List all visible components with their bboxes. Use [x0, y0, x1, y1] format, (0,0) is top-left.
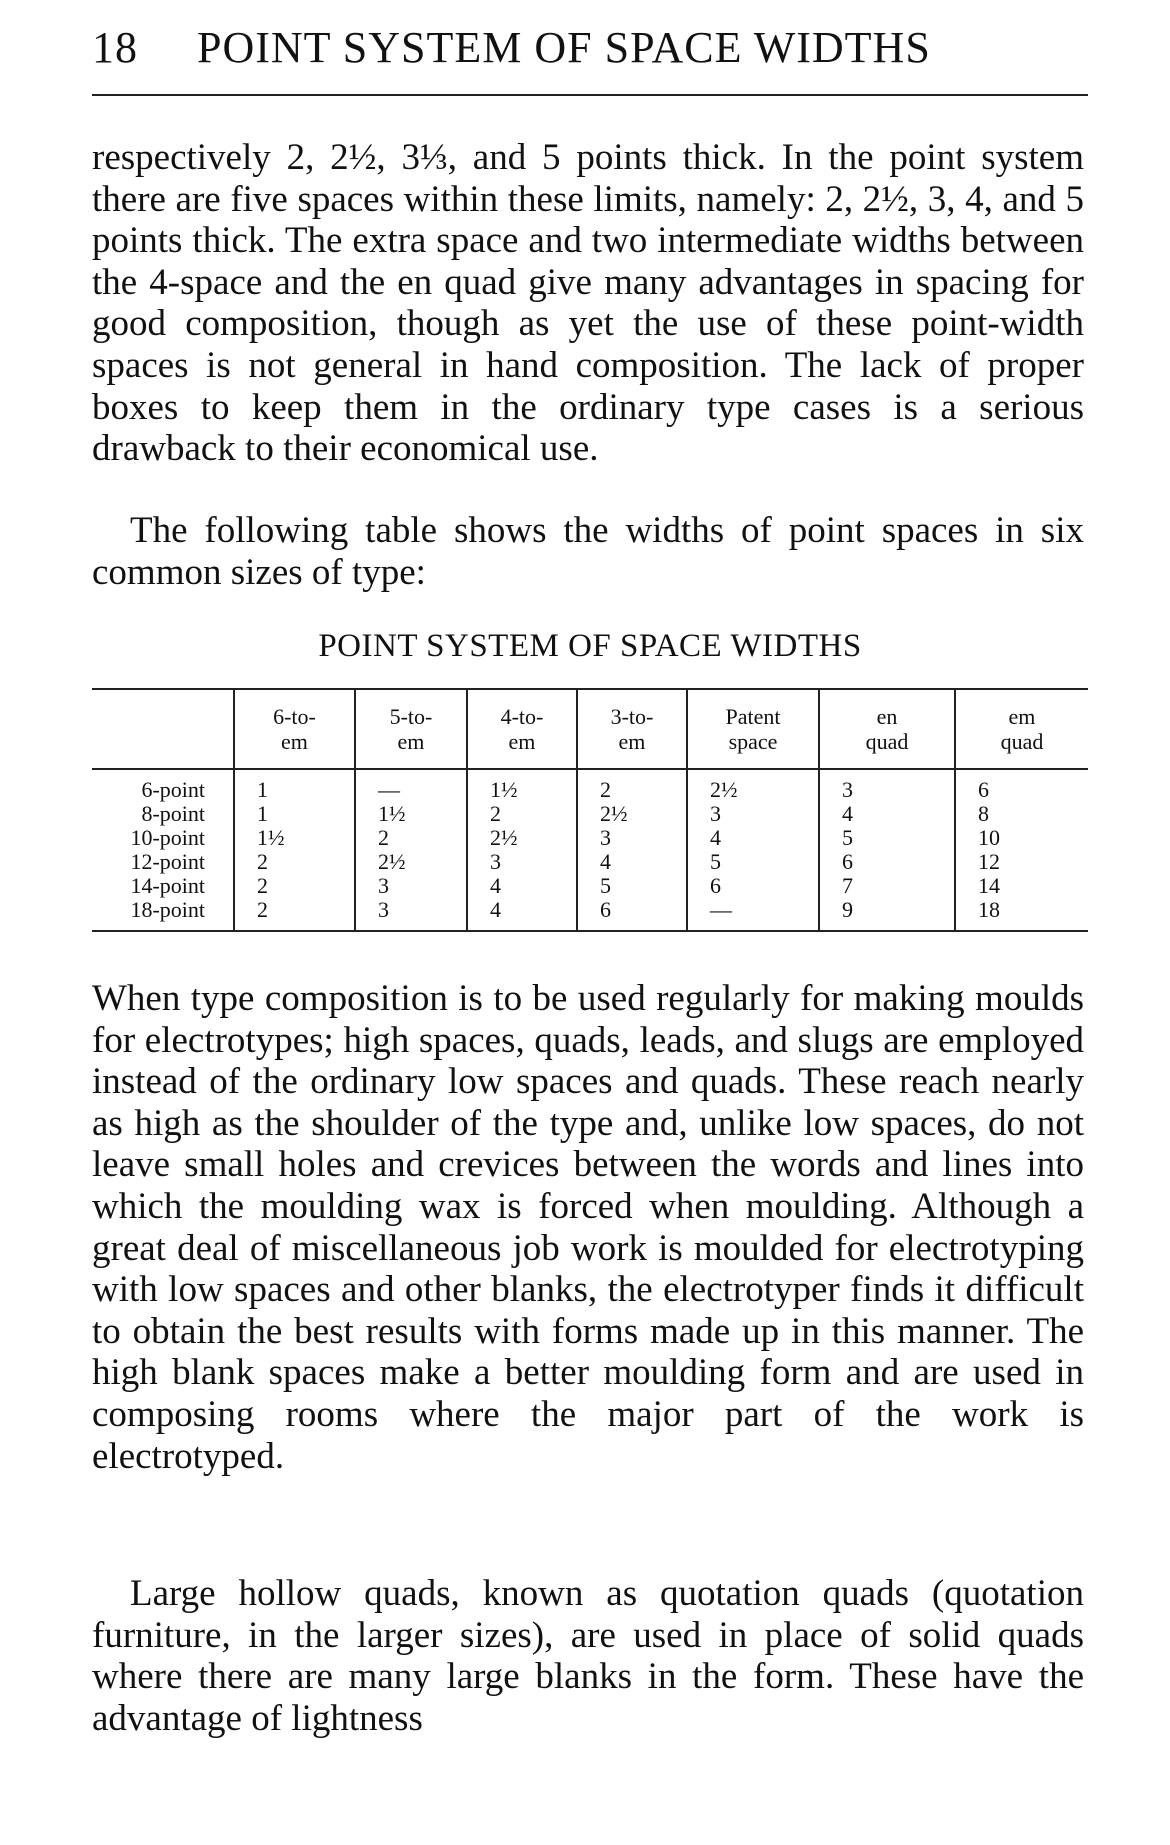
table-cell: 3 — [687, 802, 819, 826]
table-cell: 1½ — [234, 826, 355, 850]
paragraph-4: Large hollow quads, known as quotation quads (quotation furniture, in the larger sizes), are used in place of solid quads where there are many large blanks in the form. These have the advantage of lightness — [92, 1573, 1084, 1739]
space-widths-table — [92, 688, 1088, 932]
column-header: 5-to- em — [355, 689, 467, 769]
table-cell: 6 — [819, 850, 955, 874]
table-cell: 3 — [467, 850, 577, 874]
row-label: 12-point — [130, 849, 205, 874]
header-blank — [92, 689, 234, 769]
table-cell: 4 — [467, 874, 577, 898]
table-cell: 2 — [234, 850, 355, 874]
table-cell: 6 — [955, 769, 1088, 802]
table-cell: 2½ — [355, 850, 467, 874]
row-label: 8-point — [141, 801, 205, 826]
table-cell: — — [355, 769, 467, 802]
running-title: POINT SYSTEM OF SPACE WIDTHS — [197, 23, 931, 72]
table-row — [92, 850, 1088, 874]
table-cell: 4 — [467, 898, 577, 931]
table-cell: 4 — [577, 850, 687, 874]
table-cell: 18 — [955, 898, 1088, 931]
table-row — [92, 769, 1088, 802]
table-cell: 2 — [467, 802, 577, 826]
page-header — [92, 22, 1088, 82]
table-cell: 2 — [577, 769, 687, 802]
table-cell: 7 — [819, 874, 955, 898]
table-cell: 1½ — [467, 769, 577, 802]
row-label: 14-point — [130, 873, 205, 898]
table-cell: 4 — [819, 802, 955, 826]
table-cell: 2 — [355, 826, 467, 850]
table-cell: 9 — [819, 898, 955, 931]
table-cell: 3 — [355, 874, 467, 898]
row-label: 10-point — [130, 825, 205, 850]
table-row — [92, 802, 1088, 826]
header-rule — [92, 94, 1088, 96]
table-cell: 5 — [687, 850, 819, 874]
column-header: 4-to- em — [467, 689, 577, 769]
table-cell: 1 — [234, 802, 355, 826]
table-header-row — [92, 689, 1088, 769]
table-cell: 2 — [234, 898, 355, 931]
table-cell: 2 — [234, 874, 355, 898]
paragraph-1: respectively 2, 2½, 3⅓, and 5 points thick. In the point system there are five spaces within these limits, namely: 2, 2½, 3, 4, and 5 points thick. The extra space and two intermediate widths between the 4-space and the en quad give many advantages in spacing for good composition, though as yet the use of these point-width spaces is not general in hand composition. The lack of proper boxes to keep them in the ordinary type cases is a serious drawback to their economical use. — [92, 137, 1084, 470]
table-cell: 3 — [819, 769, 955, 802]
table-cell: 10 — [955, 826, 1088, 850]
table-cell: 3 — [577, 826, 687, 850]
table-cell: 1 — [234, 769, 355, 802]
table-cell: 2½ — [467, 826, 577, 850]
table-cell: 2½ — [577, 802, 687, 826]
table-cell: 5 — [819, 826, 955, 850]
table-cell: 2½ — [687, 769, 819, 802]
paragraph-3: When type composition is to be used regularly for making moulds for electrotypes; high spaces, quads, leads, and slugs are employed instead of the ordinary low spaces and quads. These reach nearly as high as the shoulder of the type and, unlike low spaces, do not leave small holes and crevices between the words and lines into which the moulding wax is forced when moulding. Although a great deal of miscellaneous job work is moulded for electrotyping with low spaces and other blanks, the electrotyper finds it difficult to obtain the best results with forms made up in this manner. The high blank spaces make a better moulding form and are used in composing rooms where the major part of the work is electrotyped. — [92, 978, 1084, 1477]
paragraph-2: The following table shows the widths of point spaces in six common sizes of type: — [92, 510, 1084, 593]
table-row — [92, 874, 1088, 898]
column-header: 6-to- em — [234, 689, 355, 769]
page-number: 18 — [92, 23, 138, 72]
table-cell: 6 — [687, 874, 819, 898]
table-cell: 12 — [955, 850, 1088, 874]
row-label: 18-point — [130, 897, 205, 922]
table-cell: 8 — [955, 802, 1088, 826]
table-cell: — — [687, 898, 819, 931]
column-header: em quad — [955, 689, 1088, 769]
table-cell: 1½ — [355, 802, 467, 826]
table-title: POINT SYSTEM OF SPACE WIDTHS — [318, 628, 862, 664]
table-cell: 4 — [687, 826, 819, 850]
row-label: 6-point — [141, 777, 205, 802]
column-header: 3-to- em — [577, 689, 687, 769]
column-header: Patent space — [687, 689, 819, 769]
table-row — [92, 826, 1088, 850]
column-header: en quad — [819, 689, 955, 769]
table-row — [92, 898, 1088, 931]
table-cell: 6 — [577, 898, 687, 931]
table-cell: 3 — [355, 898, 467, 931]
table-cell: 5 — [577, 874, 687, 898]
table-cell: 14 — [955, 874, 1088, 898]
